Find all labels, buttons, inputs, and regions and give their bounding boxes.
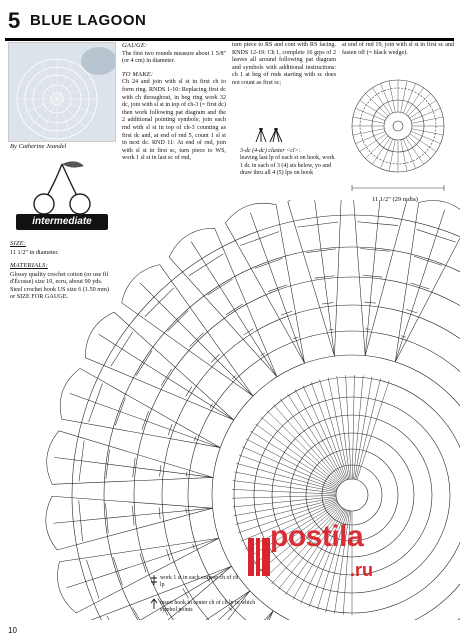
photo-credit: By Catherine Jeandel [10,143,67,150]
instructions-text-3: at end of rnd 19, join with sl st in first sc and fasten off (= black wedge). [342,42,454,56]
size-label: SIZE: [10,240,27,247]
to-make-text: Ch 24 and join with sl st in first ch to form ring. RNDS 1-10: Replacing first dc with ch throughout, in beg ring work 32 dc, join with sl st in top of ch-3 (= first dc) then work following pat diagram and the 2 additional pointing symbols; join each rnd with sl st in top of ch-3 counting as first dc and, at end of rnd 5, count 1 sl st in next dc. RND 11: At end of rnd, join with sl st in first sc, turn piece to WS, work 1 sl st in last sc of rnd, [122,79,226,162]
pattern-number: 5 [8,8,21,33]
cluster-legend [240,148,336,177]
page-number: 10 [8,626,17,635]
finished-size-diagram [342,44,454,194]
instructions-column-1 [122,42,226,163]
gauge-text: The first two rounds measure about 1 5/8" (or 4 cm) in diameter. [122,50,226,65]
materials-text: Glossy quality crochet cotton (or use fil d'Écosse) size 10, ecru, about 90 yds. Steel crochet hook US size 6 (1.50 mm) or SIZE FOR GAUGE. [10,270,109,301]
instructions-column-2 [232,42,336,88]
cluster-text: leaving last lp of each st on hook, work 1 dc in each of 3 (4) sts below, yo and draw thru all 4 (5) lps on hook [240,155,335,176]
legend-item-2: insert hook in center ch of ch lp to which symbol points [160,600,256,613]
materials-label: MATERIALS: [10,262,48,269]
cluster-symbols-icon [254,126,284,144]
doily-photo [8,42,116,142]
watermark-suffix: .ru [350,560,374,580]
to-make-label: TO MAKE: [122,70,154,78]
page-header [0,8,460,38]
legend-item-1: work 1 st in each corresp ch of ch lp [160,575,239,588]
watermark-text: postila [270,520,364,553]
header-rule [5,38,454,41]
instructions-text-2: turn piece to RS and cont with RS facing. RNDS 12-19: Ch 1, complete 16 grps of 2 leaves all around following pat diagram and symbols with additional instructions: ch 1 at beg of rnds starting with sc does not count as first sc; [232,42,336,86]
skill-level-badge: intermediate [16,214,108,230]
pattern-title: BLUE LAGOON [30,12,147,29]
corresp-stitch-icon [150,574,158,586]
insert-hook-icon [150,598,158,610]
swatch-caption: 11 1/2" (29 mdia) [372,196,418,203]
size-text: 11 1/2" in diameter. [10,248,59,256]
gauge-label: GAUGE: [122,42,148,49]
cluster-title: 3-dc (4-dc) cluster <cl>: [240,148,301,154]
